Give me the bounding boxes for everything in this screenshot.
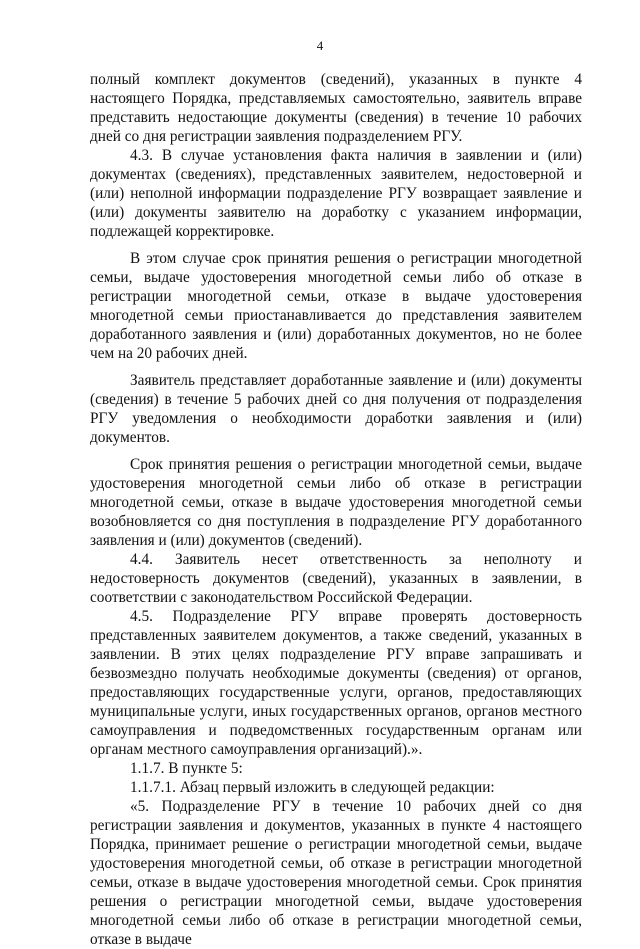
paragraph-5-quote: «5. Подразделение РГУ в течение 10 рабочих дней со дня регистрации заявления и документов, указанных в пункте 4 настоящего Порядка, принимает решение о регистрации многодетной семьи, выдаче удостоверения многодетной семьи, об отказе в регистрации многодетной семьи, отказе в выдаче удостоверения многодетной семьи. Срок принятия решения о регистрации многодетной семьи, выдаче удостоверения многодетной семьи либо об отказе в регистрации многодетной семьи, отказе в выдаче xyxy=(90,798,582,948)
paragraph-1-1-7-1: 1.1.7.1. Абзац первый изложить в следующей редакции: xyxy=(130,779,495,796)
paragraph-resubmission: Заявитель представляет доработанные заявление и (или) документы (сведения) в течение 5 рабочих дней со дня получения от подразделения РГУ уведомления о необходимости доработки заявления и (или) документов. xyxy=(90,372,582,446)
paragraph-1-1-7: 1.1.7. В пункте 5: xyxy=(130,760,243,777)
paragraph-4-4: 4.4. Заявитель несет ответственность за неполноту и недостоверность документов (сведений), указанных в заявлении, в соответствии с законодательством Российской Федерации. xyxy=(90,551,582,606)
paragraph-term-resumption: Срок принятия решения о регистрации многодетной семьи, выдаче удостоверения многодетной семьи либо об отказе в регистрации многодетной семьи, отказе в выдаче удостоверения многодетной семьи возобновляется со дня поступления в подразделение РГУ доработанного заявления и (или) документов (сведений). xyxy=(90,456,582,549)
page-number: 4 xyxy=(316,38,324,53)
paragraph-suspension-term: В этом случае срок принятия решения о регистрации многодетной семьи, выдаче удостоверения многодетной семьи либо об отказе в регистрации многодетной семьи, отказе в выдаче удостоверения многодетной семьи приостанавливается до представления заявителем доработанного заявления и (или) доработанных документов, но не более чем на 20 рабочих дней. xyxy=(90,250,582,362)
paragraph-4-5: 4.5. Подразделение РГУ вправе проверять достоверность представленных заявителем документов, а также сведений, указанных в заявлении. В этих целях подразделение РГУ вправе запрашивать и безвозмездно получать необходимые документы (сведения) от органов, предоставляющих государственные услуги, органов, предоставляющих муниципальные услуги, иных государственных органов, органов местного самоуправления и подведомственных государственным органам или органам местного самоуправления организаций).». xyxy=(90,608,582,758)
document-body xyxy=(90,70,582,949)
paragraph-continuation: полный комплект документов (сведений), указанных в пункте 4 настоящего Порядка, представляемых самостоятельно, заявитель вправе представить недостающие документы (сведения) в течение 10 рабочих дней со дня регистрации заявления подразделением РГУ. xyxy=(90,71,582,145)
paragraph-4-3: 4.3. В случае установления факта наличия в заявлении и (или) документах (сведениях), представленных заявителем, недостоверной и (или) неполной информации подразделение РГУ возвращает заявление и (или) документы заявителю на доработку с указанием информации, подлежащей корректировке. xyxy=(90,147,582,240)
